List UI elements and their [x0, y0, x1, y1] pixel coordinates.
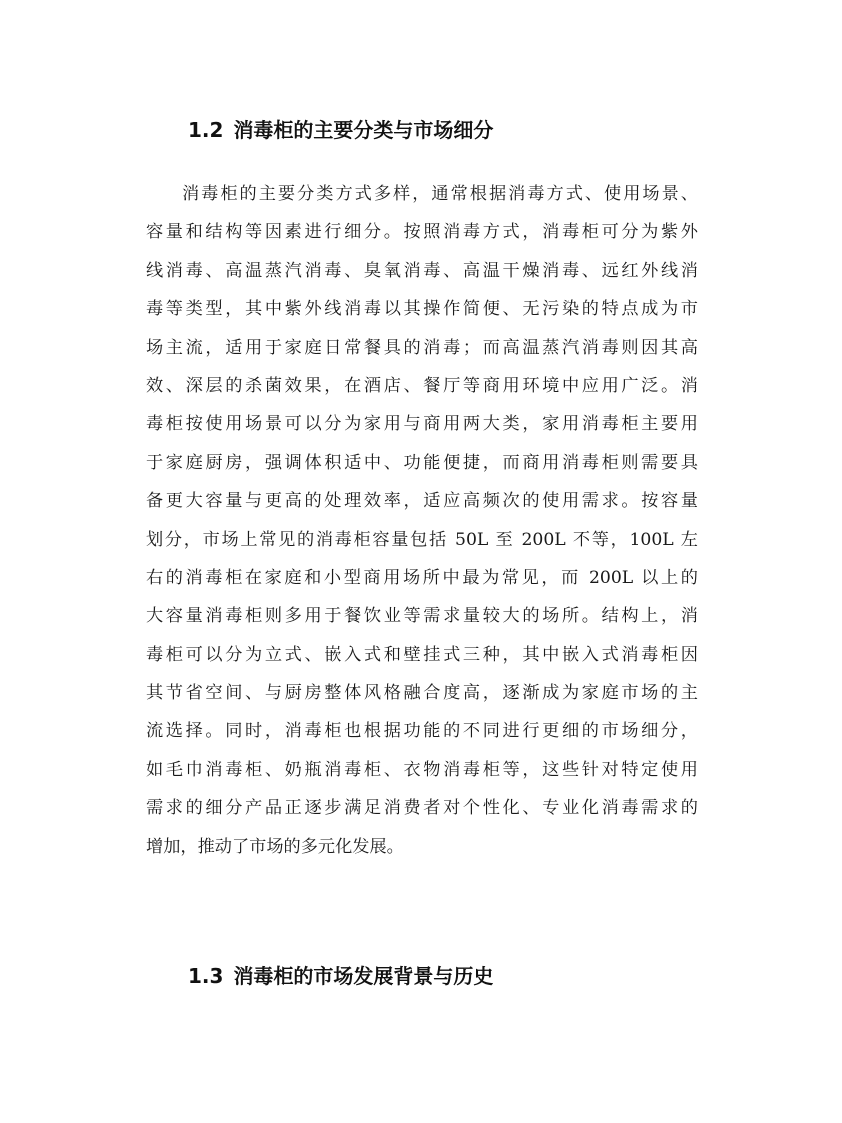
section-title: 消毒柜的主要分类与市场细分 [233, 118, 494, 142]
section-heading-1-3 [188, 962, 493, 990]
paragraph-line: 效、深层的杀菌效果，在酒店、餐厅等商用环境中应用广泛。消 [146, 375, 698, 396]
paragraph-line: 线消毒、高温蒸汽消毒、臭氧消毒、高温干燥消毒、远红外线消 [146, 260, 698, 281]
paragraph-line: 于家庭厨房，强调体积适中、功能便捷，而商用消毒柜则需要具 [146, 452, 698, 473]
paragraph-line: 毒柜可以分为立式、嵌入式和壁挂式三种，其中嵌入式消毒柜因 [146, 644, 698, 665]
paragraph-line: 划分，市场上常见的消毒柜容量包括 50L 至 200L 不等，100L 左 [146, 529, 698, 550]
section-number: 1.3 [188, 964, 224, 988]
paragraph-line: 场主流，适用于家庭日常餐具的消毒；而高温蒸汽消毒则因其高 [146, 337, 698, 358]
paragraph-line: 毒柜按使用场景可以分为家用与商用两大类，家用消毒柜主要用 [146, 414, 698, 435]
paragraph-line: 毒等类型，其中紫外线消毒以其操作简便、无污染的特点成为市 [146, 299, 698, 320]
paragraph-line: 容量和结构等因素进行细分。按照消毒方式，消毒柜可分为紫外 [146, 222, 698, 243]
paragraph-line: 备更大容量与更高的处理效率，适应高频次的使用需求。按容量 [146, 491, 698, 512]
section-number: 1.2 [188, 118, 224, 142]
paragraph-line: 如毛巾消毒柜、奶瓶消毒柜、衣物消毒柜等，这些针对特定使用 [146, 759, 698, 780]
paragraph-line: 右的消毒柜在家庭和小型商用场所中最为常见，而 200L 以上的 [146, 567, 698, 588]
paragraph-line: 流选择。同时，消毒柜也根据功能的不同进行更细的市场细分， [146, 721, 698, 742]
section-heading-1-2 [188, 116, 493, 144]
body-paragraph [146, 175, 698, 866]
paragraph-line: 需求的细分产品正逐步满足消费者对个性化、专业化消毒需求的 [146, 798, 698, 819]
paragraph-line: 大容量消毒柜则多用于餐饮业等需求量较大的场所。结构上，消 [146, 606, 698, 627]
paragraph-line: 消毒柜的主要分类方式多样，通常根据消毒方式、使用场景、 [182, 184, 698, 204]
section-title: 消毒柜的市场发展背景与历史 [233, 964, 494, 988]
paragraph-line: 增加，推动了市场的多元化发展。 [146, 836, 404, 857]
paragraph-line: 其节省空间、与厨房整体风格融合度高，逐渐成为家庭市场的主 [146, 683, 698, 704]
